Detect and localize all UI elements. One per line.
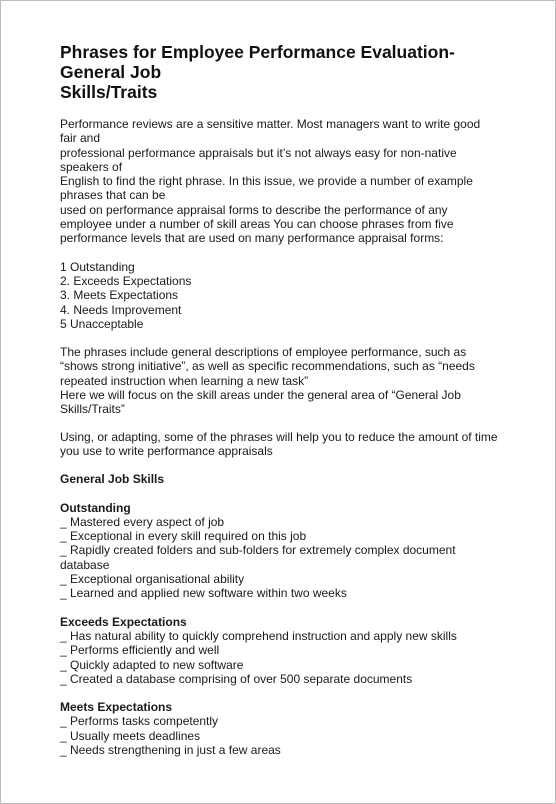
list-item: _ Needs strengthening in just a few areas	[60, 742, 281, 757]
using-line: you use to write performance appraisals	[60, 443, 273, 458]
intro-line: fair and	[60, 131, 101, 146]
skill-group-list	[60, 714, 530, 757]
skill-group-meets-expectations	[60, 700, 530, 757]
phrases-line: The phrases include general descriptions of employee performance, such as	[60, 345, 467, 360]
list-item: _ Has natural ability to quickly comprehend instruction and apply new skills	[60, 628, 457, 643]
skill-group-title: Exceeds Expectations	[60, 614, 187, 629]
skill-group-outstanding	[60, 501, 530, 601]
intro-line: speakers of	[60, 159, 123, 174]
document-title	[60, 42, 530, 102]
list-item: _ Performs tasks competently	[60, 714, 219, 729]
using-paragraph	[60, 430, 530, 459]
phrases-paragraph	[60, 345, 530, 416]
level-item: 4. Needs Improvement	[60, 302, 182, 317]
skill-group-exceeds-expectations	[60, 615, 530, 686]
intro-line: English to find the right phrase. In this issue, we provide a number of example	[60, 174, 473, 189]
section-title: General Job Skills	[60, 472, 165, 487]
list-item: _ Exceptional in every skill required on this job	[60, 529, 307, 544]
title-line: Phrases for Employee Performance Evaluation-	[60, 42, 455, 62]
phrases-line: Skills/Traits”	[60, 402, 125, 417]
title-line: General Job	[60, 62, 162, 82]
intro-paragraph	[60, 117, 530, 246]
phrases-line: “shows strong initiative”, as well as specific recommendations, such as “needs	[60, 359, 475, 374]
level-item: 5 Unacceptable	[60, 316, 144, 331]
intro-line: employee under a number of skill areas You can choose phrases from five	[60, 217, 454, 232]
list-item: _ Created a database comprising of over 500 separate documents	[60, 671, 413, 686]
intro-line: used on performance appraisal forms to describe the performance of any	[60, 202, 448, 217]
list-item: _ Quickly adapted to new software	[60, 657, 244, 672]
list-item: _ Usually meets deadlines	[60, 728, 201, 743]
list-item: _ Learned and applied new software within two weeks	[60, 586, 347, 601]
performance-levels-list	[60, 260, 530, 331]
using-line: Using, or adapting, some of the phrases will help you to reduce the amount of time	[60, 429, 498, 444]
intro-line: phrases that can be	[60, 188, 166, 203]
list-item: database	[60, 557, 110, 572]
level-item: 3. Meets Expectations	[60, 288, 179, 303]
phrases-line: repeated instruction when learning a new task”	[60, 373, 309, 388]
intro-line: professional performance appraisals but it’s not always easy for non-native	[60, 145, 457, 160]
skill-group-title: Meets Expectations	[60, 700, 173, 715]
intro-line: Performance reviews are a sensitive matter. Most managers want to write good	[60, 117, 481, 131]
list-item: _ Mastered every aspect of job	[60, 514, 225, 529]
list-item: _ Rapidly created folders and sub-folders for extremely complex document	[60, 543, 456, 558]
list-item: _ Performs efficiently and well	[60, 643, 220, 658]
skill-group-title: Outstanding	[60, 500, 131, 515]
title-line: Skills/Traits	[60, 82, 158, 102]
skill-group-list	[60, 515, 530, 601]
document-content	[60, 42, 530, 757]
skill-group-list	[60, 629, 530, 686]
phrases-line: Here we will focus on the skill areas under the general area of “General Job	[60, 388, 461, 403]
intro-line: performance levels that are used on many performance appraisal forms:	[60, 231, 444, 246]
list-item: _ Exceptional organisational ability	[60, 572, 245, 587]
level-item: 1 Outstanding	[60, 259, 135, 274]
level-item: 2. Exceeds Expectations	[60, 273, 192, 288]
